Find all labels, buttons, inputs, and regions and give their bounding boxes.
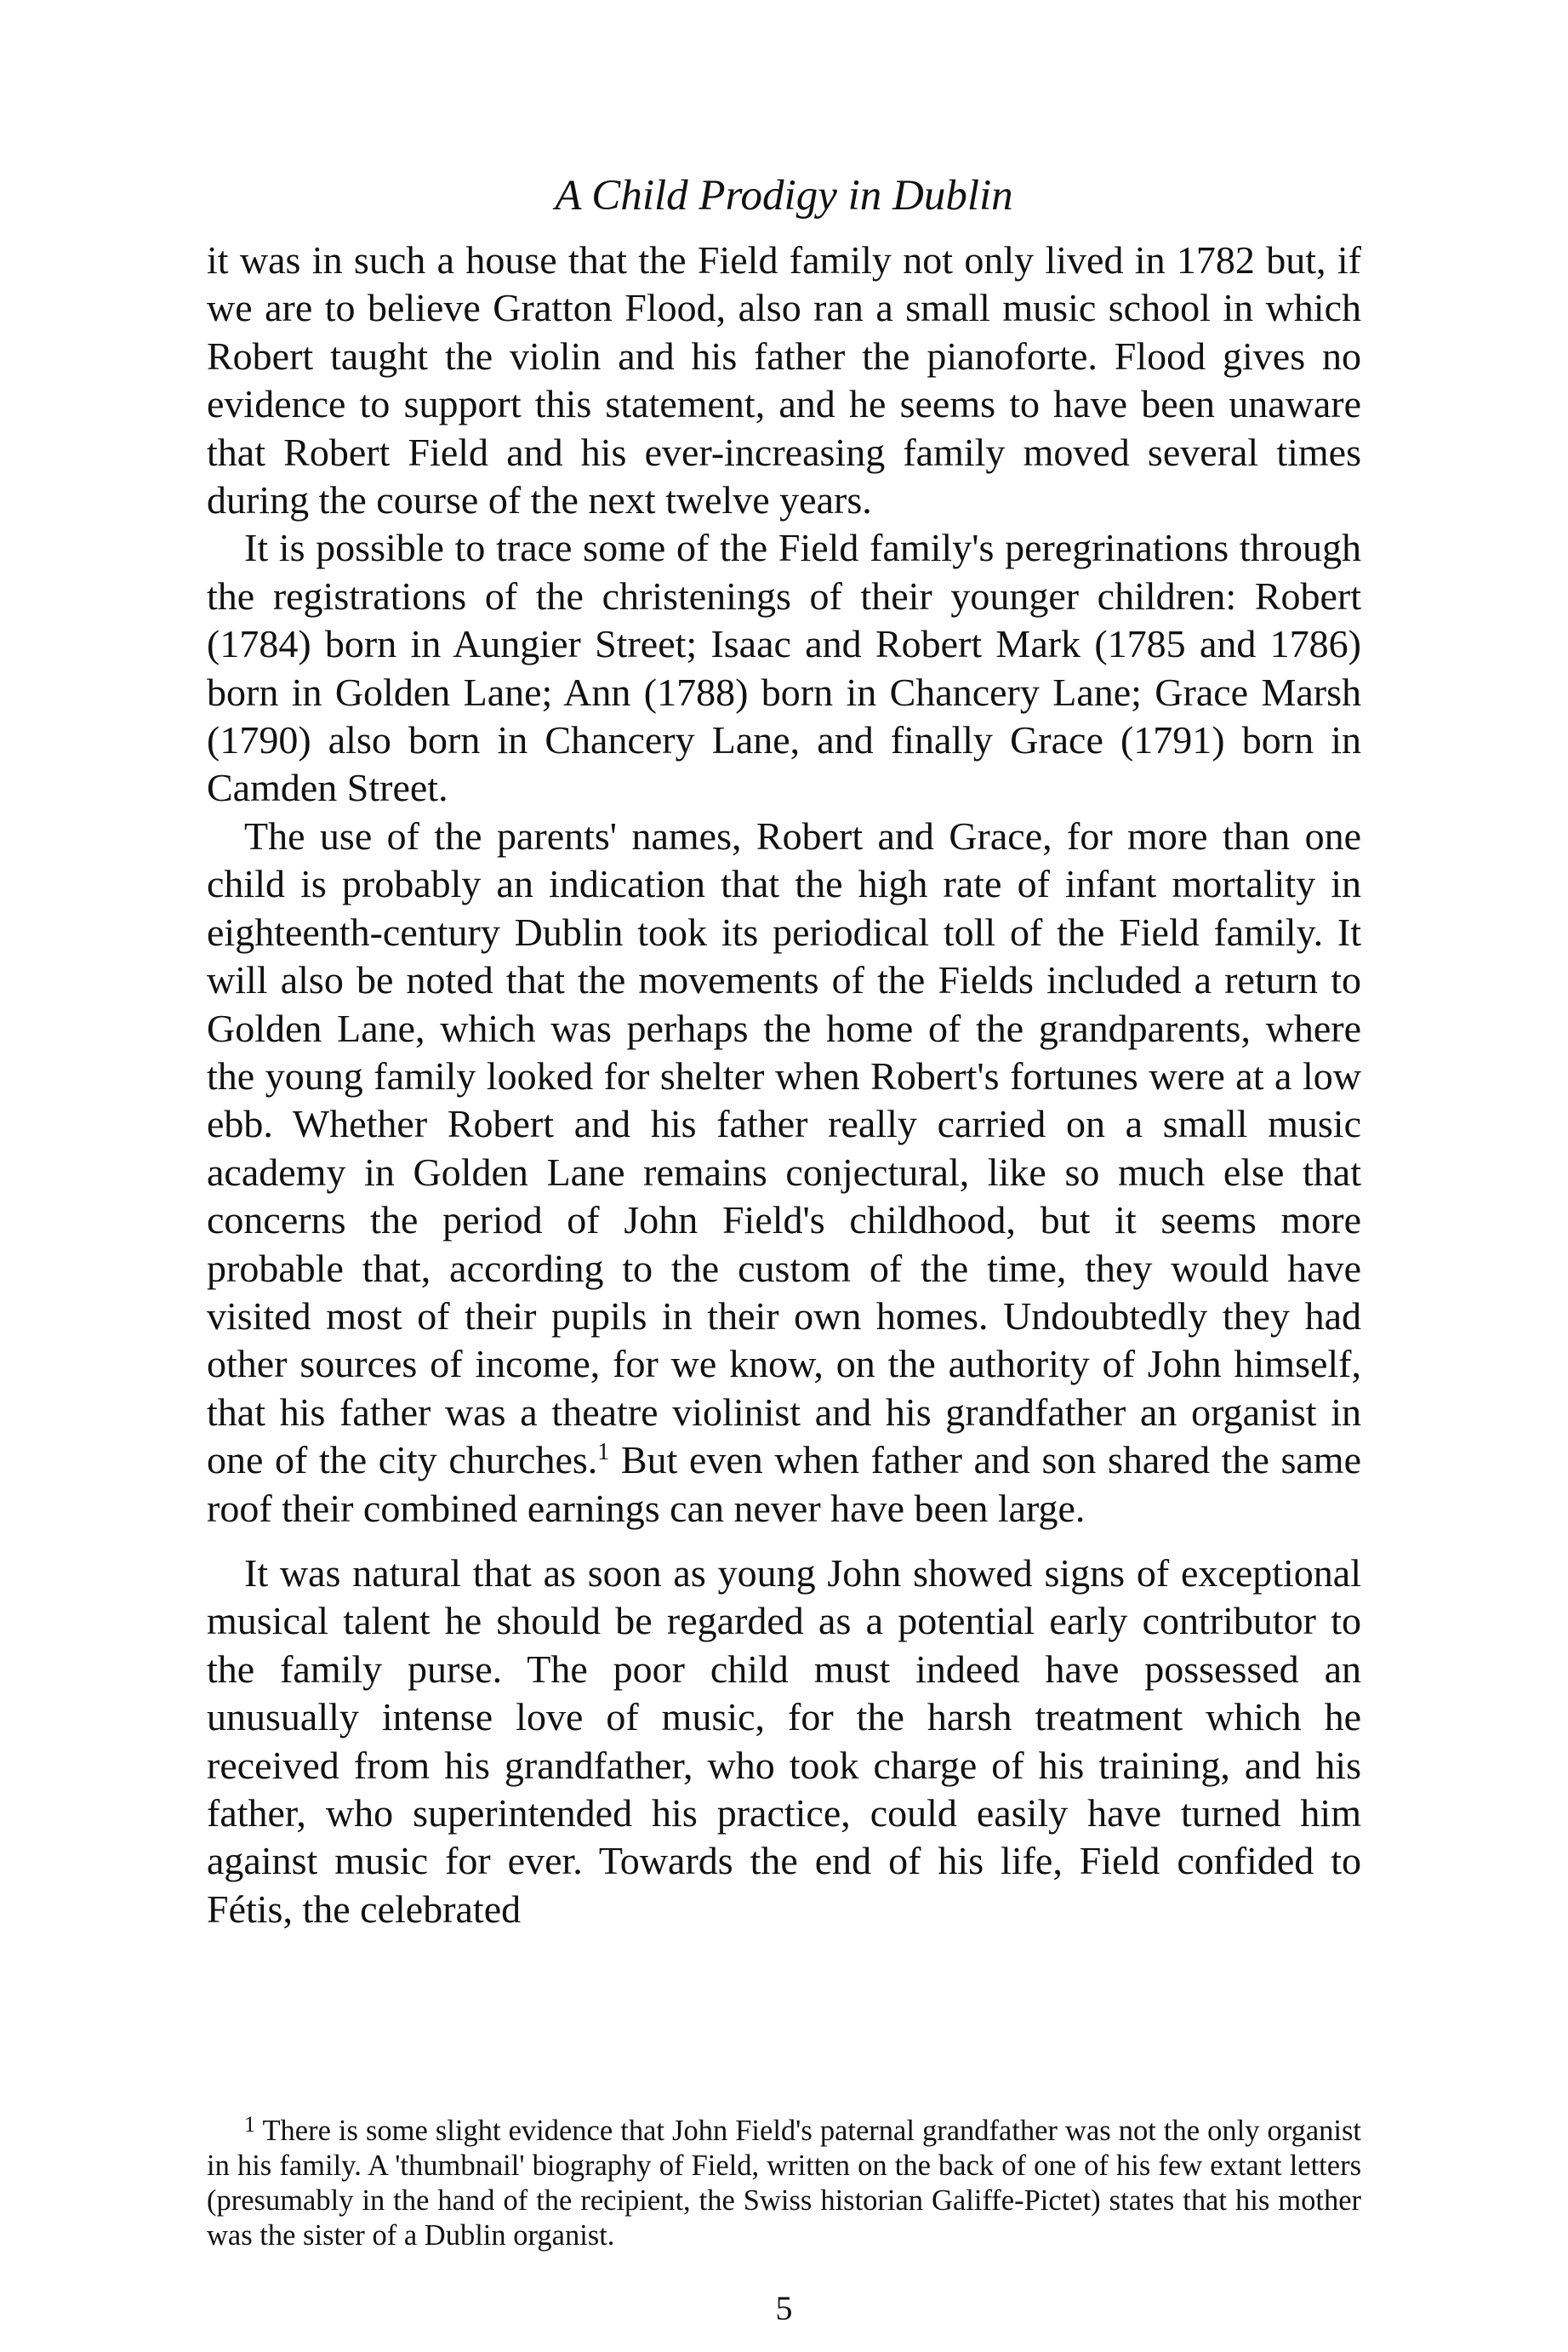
page-number: 5 — [775, 2289, 793, 2327]
footnote-reference-1: 1 — [597, 1439, 610, 1466]
running-head-title: A Child Prodigy in Dublin — [555, 172, 1013, 220]
footnote-marker: 1 — [244, 2112, 255, 2137]
paragraph-2: It is possible to trace some of the Field family's peregrinations through the registrations of the christenings of their younger children: Robert (1784) born in Aungier Street; Isaac and Robert Mark (1785 and 1786) born in Golden Lane; Ann (1788) born in Chancery Lane; Grace Marsh (1790) also born in Chancery Lane, and finally Grace (1791) born in Camden Street. — [207, 526, 1361, 810]
footnote-1 — [207, 2114, 1361, 2253]
main-text — [207, 237, 1361, 1933]
paragraph-3-text-after-note: But even when father and son shared the same roof their combined earnings can never have been large. — [207, 1438, 1361, 1530]
footnote-text: There is some slight evidence that John Field's paternal grandfather was not the only organist in his family. A 'thumbnail' biography of Field, written on the back of one of his few extant letters (presumably in the hand of the recipient, the Swiss historian Galiffe-Pictet) states that his mother was the sister of a Dublin organist. — [207, 2115, 1361, 2252]
paragraph-3 — [207, 813, 1361, 1533]
paragraph-1: it was in such a house that the Field family not only lived in 1782 but, if we are to believe Gratton Flood, also ran a small music school in which Robert taught the violin and his father the pianoforte. Flood gives no evidence to support this statement, and he seems to have been unaware that Robert Field and his ever-increasing family moved several times during the course of the next twelve years. — [207, 238, 1361, 522]
paragraph-4: It was natural that as soon as young John showed signs of exceptional musical talent he should be regarded as a potential early contributor to the family purse. The poor child must indeed have possessed an unusually intense love of music, for the harsh treatment which he received from his grandfather, who took charge of his training, and his father, who superintended his practice, could easily have turned him against music for ever. Towards the end of his life, Field confided to Fétis, the celebrated — [207, 1550, 1361, 1931]
footnotes-section — [207, 2114, 1361, 2253]
paragraph-3-text-before-note: The use of the parents' names, Robert and Grace, for more than one child is probably an indication that the high rate of infant mortality in eighteenth-century Dublin took its periodical toll of the Field family. It will also be noted that the movements of the Fields included a return to Golden Lane, which was perhaps the home of the grandparents, where the young family looked for shelter when Robert's fortunes were at a low ebb. Whether Robert and his father really carried on a small music academy in Golden Lane remains conjectural, like so much else that concerns the period of John Field's childhood, but it seems more probable that, according to the custom of the time, they would have visited most of their pupils in their own homes. Undoubtedly they had other sources of income, for we know, on the authority of John himself, that his father was a theatre violinist and his grandfather an organist in one of the city churches. — [207, 813, 1361, 1482]
